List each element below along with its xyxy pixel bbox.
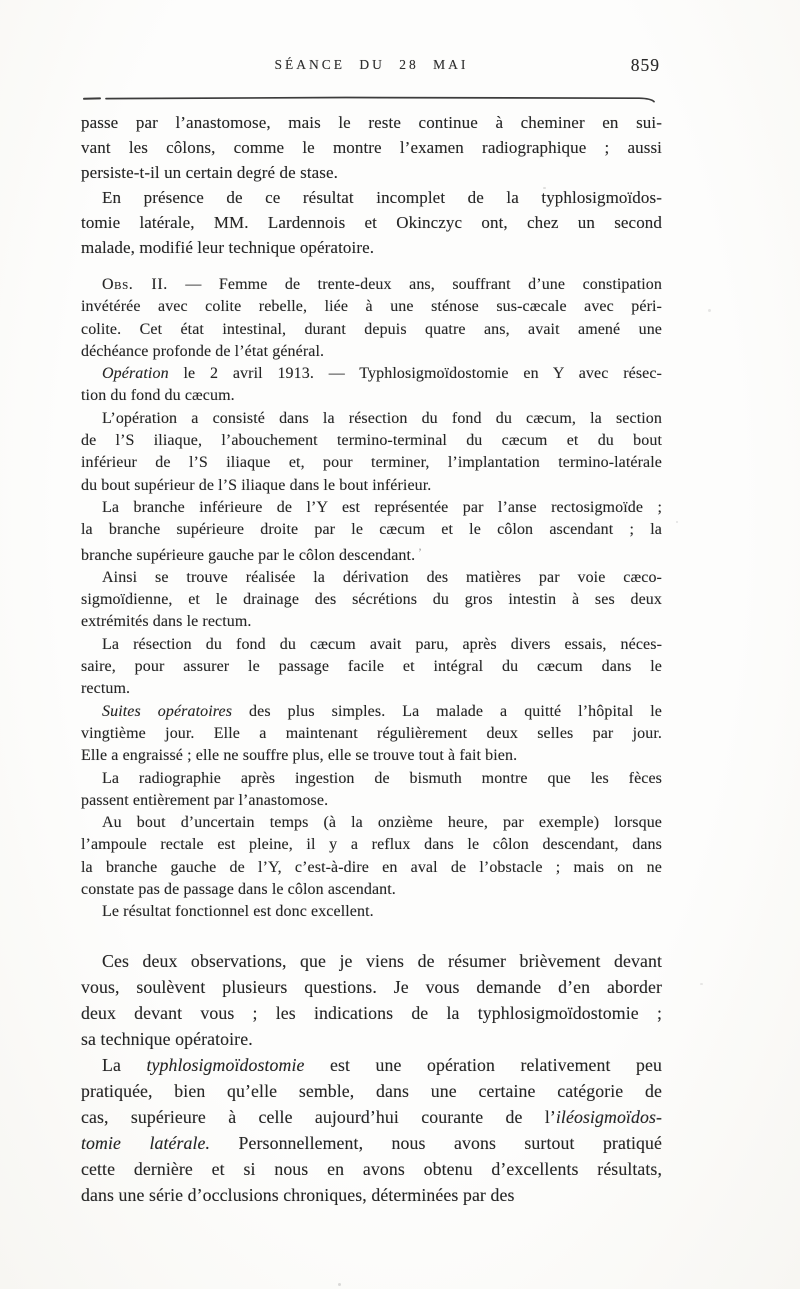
text-line xyxy=(81,723,662,745)
text-segment: passent entièrement par l’anastomose. xyxy=(81,791,329,809)
scan-speckle xyxy=(700,983,703,985)
text-line xyxy=(81,678,662,700)
text-line xyxy=(81,408,662,430)
text-segment: Ces deux observations, que je viens de résumer brièvement devant xyxy=(102,950,662,971)
text-line xyxy=(81,296,662,318)
page-number: 859 xyxy=(630,55,660,75)
text-segment: branche supérieure gauche par le côlon descendant. xyxy=(81,546,416,564)
text-segment: malade, modifié leur technique opératoire. xyxy=(81,238,375,257)
paragraph xyxy=(81,812,662,901)
text-segment: Ainsi se trouve réalisée la dérivation des matières par voie cæco- xyxy=(102,568,662,586)
paragraph xyxy=(81,363,662,408)
text-segment: constate pas de passage dans le côlon ascendant. xyxy=(81,881,396,899)
text-segment: du bout supérieur de l’S iliaque dans le bout inférieur. xyxy=(81,476,432,494)
text-line xyxy=(81,879,662,901)
scan-speckle xyxy=(338,1283,341,1286)
text-segment: saire, pour assurer le passage facile et intégral du cæcum dans le xyxy=(81,658,662,676)
text-segment: pratiquée, bien qu’elle semble, dans une certaine catégorie de xyxy=(81,1080,662,1101)
text-line xyxy=(81,542,662,567)
text-line xyxy=(81,745,662,767)
text-segment: la branche gauche de l’Y, c’est-à-dire en aval de l’obstacle ; mais on ne xyxy=(81,858,662,876)
text-segment: le 2 avril 1913. — Typhlosigmoïdostomie en Y avec résec- xyxy=(168,365,662,383)
paragraph xyxy=(81,567,662,634)
text-segment: inférieur de l’S iliaque et, pour terminer, l’implantation termino-latérale xyxy=(81,454,662,472)
text-segment: deux devant vous ; les indications de la typhlosigmoïdostomie ; xyxy=(81,1002,662,1023)
text-segment: La branche inférieure de l’Y est représentée par l’anse rectosigmoïde ; xyxy=(102,498,662,516)
running-title: SÉANCE DU 28 MAI xyxy=(274,57,469,72)
text-line xyxy=(81,1130,662,1156)
text-segment: la branche supérieure droite par le cæcum et le côlon ascendant ; la xyxy=(81,521,662,539)
text-line xyxy=(81,857,662,879)
text-line xyxy=(81,385,662,407)
text-line xyxy=(81,834,662,856)
text-segment: La xyxy=(102,1054,147,1075)
text-segment: persiste-t-il un certain degré de stase. xyxy=(81,163,339,182)
text-line xyxy=(81,948,662,974)
text-segment: invétérée avec colite rebelle, liée à une sténose sus-cæcale avec péri- xyxy=(81,298,662,316)
text-segment: typhlosigmoïdostomie xyxy=(146,1054,305,1075)
text-segment: Opération xyxy=(102,365,169,383)
text-segment: En présence de ce résultat incomplet de la typhlosigmoïdos- xyxy=(102,188,662,207)
text-line xyxy=(81,319,662,341)
text-segment: l’ampoule rectale est pleine, il y a reflux dans le côlon descendant, dans xyxy=(81,836,662,854)
text-segment: cas, supérieure à celle aujourd’hui courante de l’ xyxy=(81,1106,556,1127)
paragraph xyxy=(81,701,662,768)
paragraph xyxy=(81,901,662,923)
text-segment: passe par l’anastomose, mais le reste continue à cheminer en sui- xyxy=(81,113,662,132)
text-segment: dans une série d’occlusions chroniques, déterminées par des xyxy=(81,1184,515,1205)
text-segment: Elle a engraissé ; elle ne souffre plus, elle se trouve tout à fait bien. xyxy=(81,747,518,765)
text-line xyxy=(81,135,662,160)
text-line xyxy=(81,497,662,519)
text-line xyxy=(81,1026,662,1052)
text-segment: tomie latérale. xyxy=(81,1132,211,1153)
text-segment: colite. Cet état intestinal, durant depuis quatre ans, avait amené une xyxy=(81,320,662,338)
text-segment: vant les côlons, comme le montre l’examen radiographique ; aussi xyxy=(81,138,662,157)
paragraph xyxy=(81,634,662,701)
text-segment: extrémités dans le rectum. xyxy=(81,613,252,631)
scan-speckle xyxy=(676,521,678,523)
text-line xyxy=(81,430,662,452)
text-line xyxy=(81,974,662,1000)
text-segment: vous, soulèvent plusieurs questions. Je vous demande d’en aborder xyxy=(81,976,662,997)
paragraph xyxy=(81,1052,662,1208)
text-segment: de l’S iliaque, l’abouchement termino-terminal du cæcum et du bout xyxy=(81,432,662,450)
text-segment: Au bout d’uncertain temps (à la onzième heure, par exemple) lorsque xyxy=(102,814,662,832)
text-segment: cette dernière et si nous en avons obtenu d’excellents résultats, xyxy=(81,1158,662,1179)
text-segment: La résection du fond du cæcum avait paru, après divers essais, néces- xyxy=(102,635,662,653)
text-segment: ’ xyxy=(415,546,422,559)
text-line xyxy=(81,567,662,589)
text-segment: L’opération a consisté dans la résection du fond du cæcum, la section xyxy=(102,409,662,427)
text-segment: tion du fond du cæcum. xyxy=(81,387,235,405)
text-line xyxy=(81,160,662,185)
paragraph xyxy=(81,185,662,260)
text-segment: sa technique opératoire. xyxy=(81,1028,253,1049)
text-segment: déchéance profonde de l’état général. xyxy=(81,342,325,360)
text-segment: vingtième jour. Elle a maintenant régulièrement deux selles par jour. xyxy=(81,724,662,742)
text-line xyxy=(81,790,662,812)
text-segment: iléosigmoïdos- xyxy=(555,1106,662,1127)
text-line xyxy=(81,1000,662,1026)
paragraph xyxy=(81,274,662,363)
page-body xyxy=(81,110,662,1208)
text-line xyxy=(81,1078,662,1104)
text-segment: sigmoïdienne, et le drainage des sécrétions du gros intestin à ses deux xyxy=(81,591,662,609)
text-segment: Personnellement, nous avons surtout pratiqué xyxy=(210,1132,662,1153)
text-segment: rectum. xyxy=(81,680,131,698)
scan-speckle xyxy=(708,309,711,312)
text-segment: est une opération relativement peu xyxy=(304,1054,663,1075)
scan-speckle xyxy=(543,187,546,189)
text-line xyxy=(81,1104,662,1130)
text-line xyxy=(81,656,662,678)
text-line xyxy=(81,235,662,260)
text-line xyxy=(81,1182,662,1208)
text-line xyxy=(81,341,662,363)
text-line xyxy=(81,110,662,135)
text-line xyxy=(81,589,662,611)
paragraph xyxy=(81,110,662,185)
text-line xyxy=(81,185,662,210)
text-line xyxy=(81,701,662,723)
paragraph xyxy=(81,497,662,567)
paragraph xyxy=(81,408,662,497)
text-line xyxy=(81,901,662,923)
paragraph xyxy=(81,768,662,813)
text-line xyxy=(81,812,662,834)
text-line xyxy=(81,452,662,474)
text-segment: Obs. II. xyxy=(102,276,168,293)
text-segment: Le résultat fonctionnel est donc excellent. xyxy=(102,903,374,921)
paragraph xyxy=(81,948,662,1052)
text-segment: tomie latérale, MM. Lardennois et Okinczyc ont, chez un second xyxy=(81,213,662,232)
text-line xyxy=(81,210,662,235)
header-rule xyxy=(81,90,662,99)
page-header xyxy=(81,57,662,77)
text-segment: — Femme de trente-deux ans, souffrant d’une constipation xyxy=(167,276,662,293)
text-line xyxy=(81,519,662,541)
text-line xyxy=(81,1156,662,1182)
text-line xyxy=(81,611,662,633)
text-line xyxy=(81,363,662,385)
text-segment: Suites opératoires xyxy=(102,702,233,720)
text-line xyxy=(81,475,662,497)
text-line xyxy=(81,768,662,790)
text-line xyxy=(81,1052,662,1078)
text-segment: des plus simples. La malade a quitté l’hôpital le xyxy=(232,702,662,720)
text-segment: La radiographie après ingestion de bismuth montre que les fèces xyxy=(102,769,662,787)
text-block xyxy=(81,57,662,1208)
header-rule-line xyxy=(81,94,662,103)
text-line xyxy=(81,274,662,296)
text-line xyxy=(81,634,662,656)
